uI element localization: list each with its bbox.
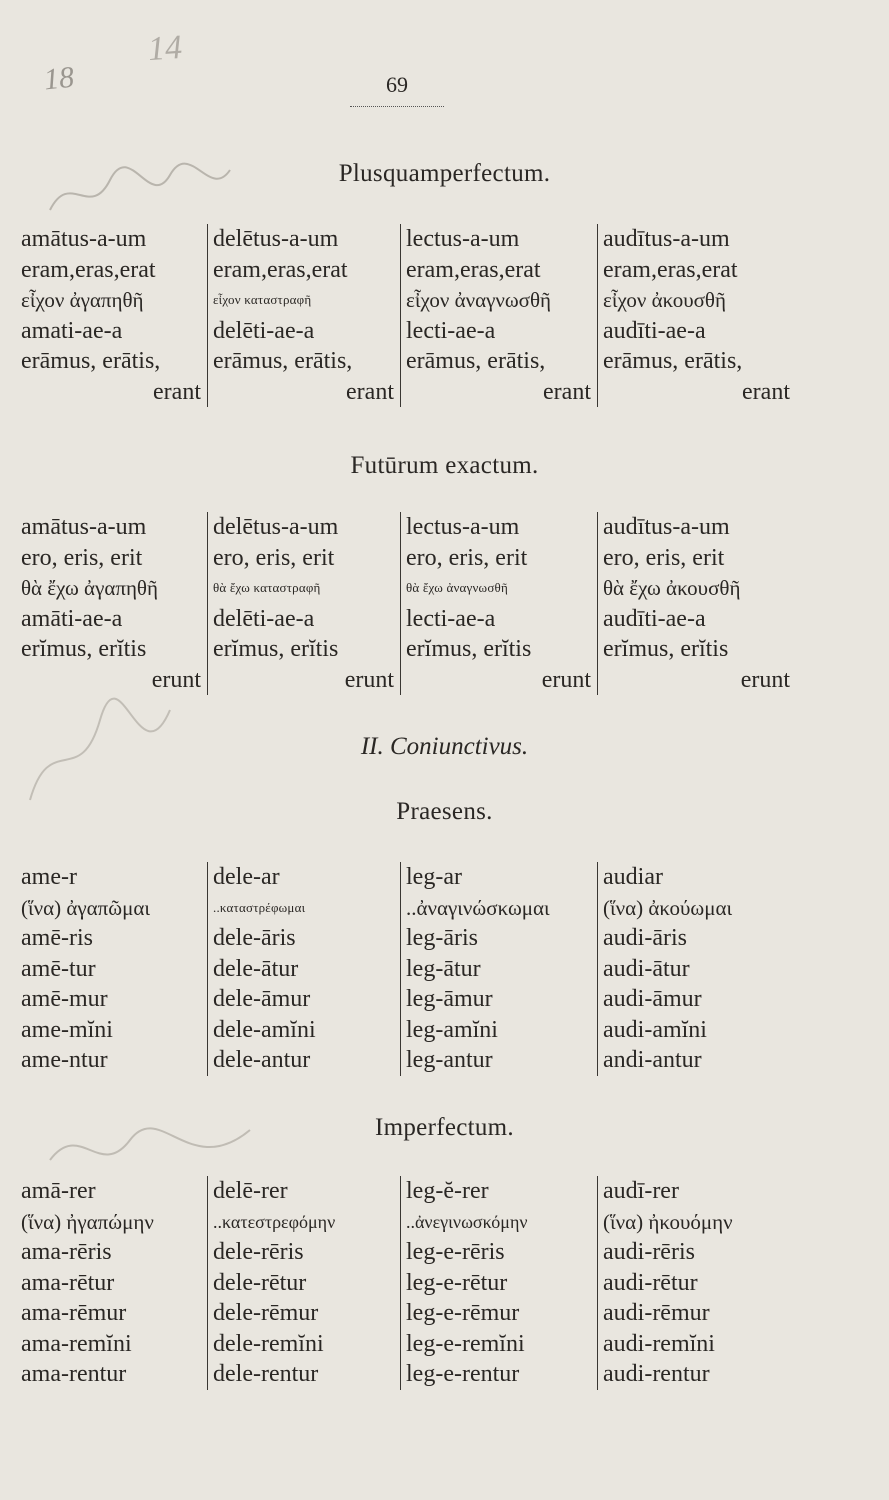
table-cell: audiar (603, 864, 663, 890)
column-fourth-conjugation (597, 1176, 796, 1390)
table-cell: lecti-ae-a (406, 317, 496, 344)
table-cell: audī-rer (603, 1178, 679, 1204)
table-cell: leg-amĭni (406, 1016, 498, 1043)
table-cell: erĭmus, erĭtis (603, 636, 729, 662)
column-first-conjugation (16, 224, 207, 407)
table-cell: eram,eras,erat (213, 256, 348, 283)
table-cell: audi-rētur (603, 1269, 698, 1296)
table-cell: dele-rēris (213, 1239, 304, 1265)
table-cell: amāti-ae-a (21, 605, 123, 632)
table-cell: ..κατεστρεφόμην (213, 1211, 336, 1232)
page-number: 69 (386, 72, 408, 97)
table-cell: (ἵνα) ἀγαπῶμαι (21, 895, 151, 920)
table-cell: delētus-a-um (213, 514, 339, 540)
table-cell: erunt (541, 666, 591, 693)
column-third-conjugation (400, 224, 597, 407)
table-cell: delēti-ae-a (213, 605, 315, 632)
column-second-conjugation (207, 1176, 400, 1390)
table-cell: dele-rētur (213, 1269, 307, 1296)
table-cell: ame-r (21, 864, 77, 890)
column-first-conjugation (16, 1176, 207, 1390)
table-cell: leg-ātur (406, 955, 481, 982)
table-cell: leg-āmur (406, 986, 493, 1012)
table-cell: delēti-ae-a (213, 317, 315, 344)
table-cell: erant (153, 378, 201, 405)
table-cell: amati-ae-a (21, 317, 123, 344)
table-cell: dele-antur (213, 1047, 311, 1073)
column-fourth-conjugation (597, 512, 796, 695)
column-second-conjugation (207, 224, 400, 407)
table-cell: amā-rer (21, 1178, 96, 1204)
table-cell: amātus-a-um (21, 514, 147, 540)
page-number-rule (350, 106, 444, 107)
table-cell: dele-remĭni (213, 1330, 324, 1357)
table-cell: erant (543, 378, 591, 405)
column-fourth-conjugation (597, 224, 796, 407)
table-cell: erĭmus, erĭtis (21, 636, 147, 662)
table-cell: leg-e-rentur (406, 1361, 520, 1387)
table-cell: audi-āmur (603, 986, 702, 1012)
table-cell: leg-ĕ-rer (406, 1178, 489, 1204)
margin-note-18: 18 (42, 60, 76, 97)
table-cell: ..ἀναγινώσκωμαι (406, 895, 550, 920)
table-cell: ero, eris, erit (21, 544, 143, 571)
table-cell: ama-rēris (21, 1239, 112, 1265)
table-cell: erāmus, erātis, (603, 348, 743, 374)
table-cell: εἶχον ἀναγνωσθῆ (406, 288, 552, 312)
table-cell: erĭmus, erĭtis (213, 636, 339, 662)
table-cell: ama-rētur (21, 1269, 115, 1296)
table-cell: ama-rentur (21, 1361, 127, 1387)
table-cell: ero, eris, erit (406, 544, 528, 571)
table-cell: dele-āris (213, 925, 296, 951)
column-fourth-conjugation (597, 862, 796, 1076)
table-cell: lectus-a-um (406, 514, 520, 540)
part-title-coniunctivus: II. Coniunctivus. (360, 733, 529, 760)
table-cell: delētus-a-um (213, 226, 339, 252)
table-cell: ero, eris, erit (603, 544, 725, 571)
table-cell: eram,eras,erat (21, 256, 156, 283)
table-cell: erunt (740, 666, 790, 693)
conjugation-table-futurum-exactum (16, 512, 796, 695)
column-second-conjugation (207, 512, 400, 695)
table-cell: dele-amĭni (213, 1016, 316, 1043)
conjugation-table-plusquamperfectum (16, 224, 796, 407)
section-title-praesens: Praesens. (396, 798, 493, 825)
table-cell: θὰ ἔχω καταστραφῆ (213, 580, 321, 595)
table-cell: leg-e-rēris (406, 1239, 505, 1265)
table-cell: erāmus, erātis, (21, 348, 161, 374)
table-cell: ama-remĭni (21, 1330, 132, 1357)
table-cell: dele-āmur (213, 986, 311, 1012)
column-second-conjugation (207, 862, 400, 1076)
table-cell: leg-āris (406, 925, 478, 951)
table-cell: audi-rēris (603, 1239, 695, 1265)
table-cell: erunt (151, 666, 201, 693)
table-cell: amē-ris (21, 925, 93, 951)
table-cell: leg-antur (406, 1047, 493, 1073)
table-cell: ame-ntur (21, 1047, 108, 1073)
table-cell: (ἵνα) ἠγαπώμην (21, 1209, 154, 1234)
table-cell: dele-ar (213, 864, 280, 890)
table-cell: erāmus, erātis, (213, 348, 353, 374)
table-cell: (ἵνα) ἠκουόμην (603, 1209, 733, 1234)
table-cell: lectus-a-um (406, 226, 520, 252)
table-cell: dele-ātur (213, 955, 299, 982)
table-cell: (ἵνα) ἀκούωμαι (603, 895, 733, 920)
table-cell: dele-rentur (213, 1361, 319, 1387)
table-cell: lecti-ae-a (406, 605, 496, 632)
table-cell: εἶχον καταστραφῆ (213, 292, 312, 307)
table-cell: ..ἀνεγινωσκόμην (406, 1211, 528, 1232)
column-third-conjugation (400, 1176, 597, 1390)
table-cell: εἶχον ἀκουσθῆ (603, 288, 726, 312)
table-cell: εἶχον ἀγαπηθῆ (21, 288, 144, 312)
table-cell: erĭmus, erĭtis (406, 636, 532, 662)
column-third-conjugation (400, 862, 597, 1076)
table-cell: erāmus, erātis, (406, 348, 546, 374)
table-cell: θὰ ἔχω ἀκουσθῆ (603, 576, 741, 600)
table-cell: audi-rentur (603, 1361, 710, 1387)
table-cell: leg-e-remĭni (406, 1330, 525, 1357)
conjugation-table-imperfectum (16, 1176, 796, 1390)
table-cell: leg-ar (406, 864, 462, 890)
table-cell: audītus-a-um (603, 226, 730, 252)
table-cell: andi-antur (603, 1047, 702, 1073)
table-cell: audi-āris (603, 925, 687, 951)
column-first-conjugation (16, 862, 207, 1076)
table-cell: leg-e-rētur (406, 1269, 508, 1296)
table-cell: θὰ ἔχω ἀγαπηθῆ (21, 576, 158, 600)
table-cell: audi-ātur (603, 955, 690, 982)
table-cell: amē-mur (21, 986, 108, 1012)
table-cell: amātus-a-um (21, 226, 147, 252)
table-cell: audīti-ae-a (603, 605, 706, 632)
table-cell: erant (346, 378, 394, 405)
margin-note-14: 14 (146, 28, 184, 69)
table-cell: audi-amĭni (603, 1016, 707, 1043)
column-first-conjugation (16, 512, 207, 695)
table-cell: ama-rēmur (21, 1300, 127, 1326)
table-cell: ame-mĭni (21, 1016, 113, 1043)
table-cell: audi-rēmur (603, 1300, 710, 1326)
table-cell: dele-rēmur (213, 1300, 319, 1326)
table-cell: erunt (344, 666, 394, 693)
section-title-plusquamperfectum: Plusquamperfectum. (338, 160, 551, 187)
section-title-imperfectum: Imperfectum. (375, 1114, 514, 1141)
table-cell: eram,eras,erat (406, 256, 541, 283)
table-cell: delē-rer (213, 1178, 288, 1204)
table-cell: θὰ ἔχω ἀναγνωσθῆ (406, 580, 508, 595)
table-cell: amē-tur (21, 955, 96, 982)
table-cell: audi-remĭni (603, 1330, 715, 1357)
table-cell: audīti-ae-a (603, 317, 706, 344)
table-cell: audītus-a-um (603, 514, 730, 540)
table-cell: ..καταστρέφωμαι (213, 899, 306, 915)
section-title-futurum-exactum: Futūrum exactum. (350, 452, 539, 479)
table-cell: leg-e-rēmur (406, 1300, 520, 1326)
conjugation-table-praesens (16, 862, 796, 1076)
table-cell: eram,eras,erat (603, 256, 738, 283)
table-cell: erant (742, 378, 790, 405)
column-third-conjugation (400, 512, 597, 695)
table-cell: ero, eris, erit (213, 544, 335, 571)
